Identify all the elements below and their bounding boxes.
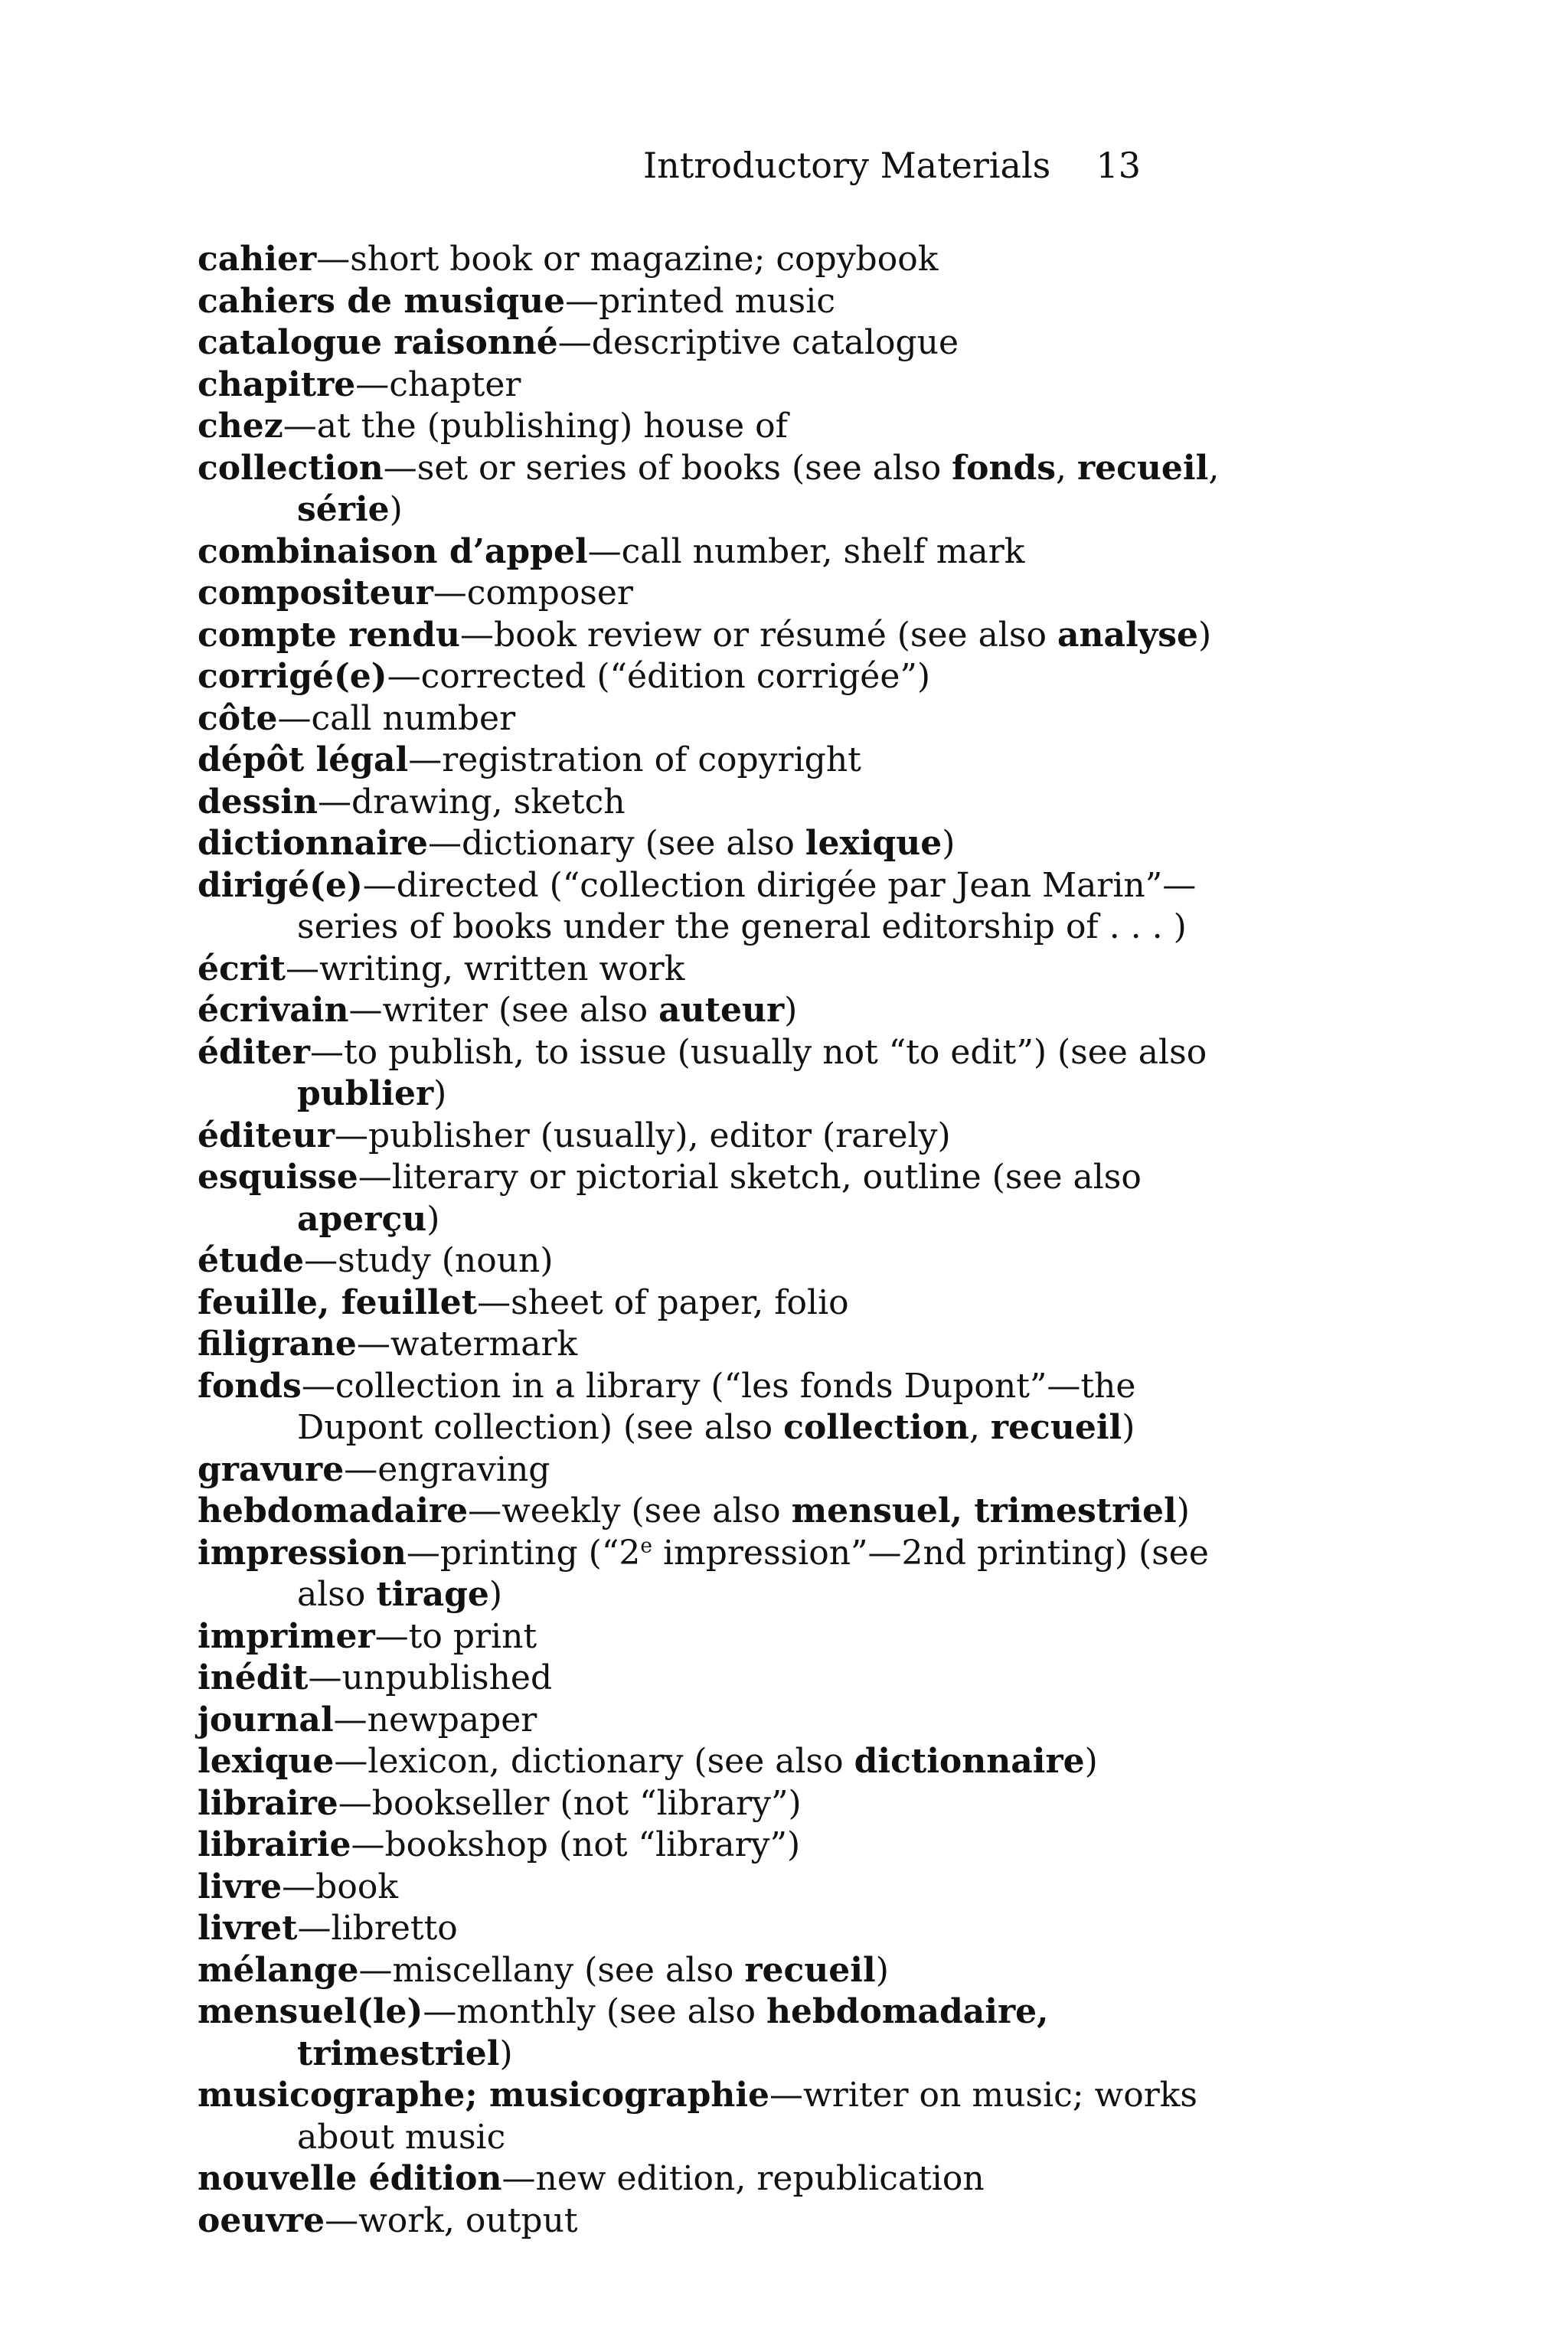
glossary-definition: impression”—2nd printing) (see also: [297, 1533, 1209, 1614]
glossary-entry: [198, 2200, 1269, 2243]
glossary-definition: —to print: [374, 1616, 537, 1656]
glossary-definition: ): [875, 1950, 889, 1990]
glossary-definition: —publisher (usually), editor (rarely): [334, 1116, 951, 1155]
glossary-term: analyse: [1057, 615, 1198, 655]
glossary-entry: [198, 406, 1269, 448]
glossary-term: impression: [198, 1533, 407, 1573]
glossary-definition: ): [433, 1074, 447, 1113]
glossary-term: catalogue raisonné: [198, 323, 558, 362]
glossary-entry: [198, 949, 1269, 991]
glossary-definition: —libretto: [297, 1909, 458, 1948]
glossary-term: fonds: [952, 448, 1056, 488]
glossary-term: recueil: [1076, 448, 1209, 488]
glossary-term: chapitre: [198, 364, 356, 404]
glossary-term: écrivain: [198, 991, 349, 1030]
glossary-definition: —short book or magazine; copybook: [316, 240, 939, 279]
glossary-term: tirage: [376, 1575, 489, 1614]
glossary-term: librairie: [198, 1825, 351, 1864]
glossary-definition: —composer: [433, 573, 633, 612]
glossary-term: inédit: [198, 1658, 309, 1697]
glossary-entry: [198, 531, 1269, 573]
glossary-definition: —drawing, sketch: [318, 782, 626, 822]
glossary-entry: [198, 1867, 1269, 1909]
glossary-term: aperçu: [297, 1199, 427, 1239]
glossary-entry: [198, 1533, 1269, 1616]
glossary-definition: —study (noun): [304, 1241, 554, 1280]
glossary-definition: ,: [969, 1408, 991, 1447]
glossary-entry: [198, 1032, 1269, 1116]
glossary-definition: —directed (“collection dirigée par Jean Marin”—series of books under the general editorship of . . . ): [297, 865, 1197, 946]
glossary-entry: [198, 2075, 1269, 2158]
glossary-entry: [198, 698, 1269, 740]
glossary-definition: ): [389, 490, 403, 529]
glossary-term: mensuel, trimestriel: [791, 1491, 1177, 1530]
glossary-definition: —call number, shelf mark: [587, 531, 1025, 571]
glossary-term: nouvelle édition: [198, 2159, 502, 2198]
glossary-entry: [198, 1991, 1269, 2075]
glossary-entry: [198, 239, 1269, 281]
glossary-term: livret: [198, 1909, 298, 1948]
glossary-definition: ): [1198, 615, 1212, 655]
glossary-definition: ): [942, 824, 956, 863]
glossary-term: filigrane: [198, 1325, 357, 1364]
running-header: [643, 142, 1141, 188]
glossary-definition: —to publish, to issue (usually not “to edit”) (see also: [309, 1032, 1207, 1072]
glossary-term: lexique: [805, 824, 942, 863]
running-title: Introductory Materials: [643, 145, 1051, 186]
glossary-term: côte: [198, 698, 278, 738]
glossary-entry: [198, 364, 1269, 407]
glossary-definition: —miscellany (see also: [358, 1950, 745, 1990]
glossary-term: hebdomadaire: [198, 1491, 469, 1530]
glossary-definition: —unpublished: [308, 1658, 553, 1697]
glossary-term: gravure: [198, 1449, 345, 1489]
glossary-entry: [198, 740, 1269, 782]
glossary-term: série: [297, 490, 390, 529]
glossary-definition: —registration of copyright: [408, 740, 861, 779]
glossary-term: collection: [783, 1408, 969, 1447]
glossary-definition: —book: [282, 1867, 398, 1906]
glossary-term: publier: [297, 1074, 434, 1113]
glossary-definition: —newpaper: [333, 1700, 537, 1740]
glossary-definition: —lexicon, dictionary (see also: [334, 1742, 854, 1781]
glossary-definition: ): [1122, 1408, 1135, 1447]
glossary-term: recueil: [744, 1950, 876, 1990]
glossary-term: lexique: [198, 1742, 335, 1781]
glossary-term: auteur: [658, 991, 785, 1030]
glossary-term: hebdomadaire, trimestriel: [297, 1992, 1049, 2073]
glossary-term: dictionnaire: [198, 824, 429, 863]
glossary-entry: [198, 1324, 1269, 1366]
glossary-term: combinaison d’appel: [198, 531, 588, 571]
glossary-entry: [198, 322, 1269, 364]
glossary-definition: —sheet of paper, folio: [477, 1282, 849, 1322]
glossary-definition: —descriptive catalogue: [557, 323, 959, 362]
glossary-term: musicographe; musicographie: [198, 2076, 770, 2115]
glossary-definition: —call number: [277, 698, 516, 738]
glossary-definition: —monthly (see also: [423, 1992, 767, 2031]
glossary-definition: —at the (publishing) house of: [283, 407, 788, 446]
glossary-entry: [198, 1908, 1269, 1950]
glossary-term: compte rendu: [198, 615, 461, 655]
glossary-definition: —book review or résumé (see also: [460, 615, 1057, 655]
glossary-entry: [198, 823, 1269, 865]
glossary-term: imprimer: [198, 1616, 375, 1656]
glossary-entry: [198, 448, 1269, 531]
glossary-entry: [198, 2158, 1269, 2200]
glossary-entry: [198, 1783, 1269, 1825]
page-number: 13: [1096, 145, 1141, 186]
glossary-term: étude: [198, 1241, 305, 1280]
glossary-definition: —set or series of books (see also: [383, 448, 952, 488]
glossary-term: esquisse: [198, 1158, 358, 1197]
glossary-entry: [198, 1366, 1269, 1449]
glossary-term: fonds: [198, 1366, 302, 1406]
glossary-term: dessin: [198, 782, 318, 822]
glossary-entry: [198, 656, 1269, 698]
superscript: e: [640, 1533, 652, 1557]
glossary-definition: ,: [1208, 448, 1220, 488]
glossary-entry: [198, 281, 1269, 323]
glossary-definition: —bookshop (not “library”): [351, 1825, 801, 1864]
glossary-entry: [198, 1950, 1269, 1992]
glossary-term: recueil: [990, 1408, 1122, 1447]
glossary-entry: [198, 1658, 1269, 1700]
glossary-entry: [198, 1741, 1269, 1783]
glossary-definition: —work, output: [325, 2200, 578, 2240]
glossary-definition: ): [488, 1575, 503, 1614]
glossary-term: livre: [198, 1867, 283, 1906]
glossary-entry: [198, 573, 1269, 615]
glossary-definition: —chapter: [355, 364, 521, 404]
glossary-term: dirigé(e): [198, 865, 363, 905]
glossary-definition: —printed music: [565, 281, 835, 321]
glossary-definition: —watermark: [356, 1325, 578, 1364]
glossary-term: mensuel(le): [198, 1992, 423, 2031]
glossary-definition: —writer (see also: [348, 991, 659, 1030]
glossary-definition: —new edition, republication: [501, 2159, 985, 2198]
glossary-definition: —bookseller (not “library”): [338, 1783, 802, 1823]
glossary-definition: —collection in a library (“les fonds Dupont”—the Dupont collection) (see also: [297, 1366, 1136, 1447]
glossary-definition: ): [784, 991, 798, 1030]
glossary-entry: [198, 1824, 1269, 1867]
glossary-term: éditer: [198, 1032, 310, 1072]
glossary-entry: [198, 1240, 1269, 1282]
glossary-entry: [198, 865, 1269, 949]
glossary-entry: [198, 1700, 1269, 1742]
glossary-term: feuille, feuillet: [198, 1282, 478, 1322]
glossary-term: écrit: [198, 949, 286, 988]
glossary-term: journal: [198, 1700, 334, 1740]
glossary-definition: —weekly (see also: [468, 1491, 792, 1530]
glossary-term: chez: [198, 407, 283, 446]
glossary-list: [198, 239, 1269, 2242]
glossary-term: libraire: [198, 1783, 338, 1823]
glossary-entry: [198, 1116, 1269, 1158]
glossary-entry: [198, 1616, 1269, 1658]
glossary-term: cahiers de musique: [198, 281, 566, 321]
glossary-entry: [198, 990, 1269, 1032]
glossary-definition: —corrected (“édition corrigée”): [387, 657, 931, 696]
glossary-term: compositeur: [198, 573, 433, 612]
glossary-definition: —engraving: [344, 1449, 550, 1489]
glossary-entry: [198, 1157, 1269, 1240]
glossary-definition: —dictionary (see also: [428, 824, 805, 863]
glossary-definition: —literary or pictorial sketch, outline (see also: [358, 1158, 1142, 1197]
glossary-term: éditeur: [198, 1116, 335, 1155]
glossary-term: cahier: [198, 240, 317, 279]
glossary-entry: [198, 615, 1269, 657]
glossary-entry: [198, 1282, 1269, 1325]
glossary-entry: [198, 782, 1269, 824]
glossary-term: corrigé(e): [198, 657, 387, 696]
glossary-term: dépôt légal: [198, 740, 409, 779]
glossary-term: mélange: [198, 1950, 359, 1990]
glossary-term: oeuvre: [198, 2200, 325, 2240]
glossary-definition: ): [1084, 1742, 1098, 1781]
glossary-definition: ,: [1055, 448, 1077, 488]
glossary-definition: ): [1176, 1491, 1190, 1530]
glossary-definition: —writing, written work: [286, 949, 685, 988]
glossary-term: collection: [198, 448, 384, 488]
glossary-definition: ): [426, 1199, 440, 1239]
glossary-term: dictionnaire: [854, 1742, 1085, 1781]
glossary-definition: —printing (“2: [406, 1533, 641, 1573]
glossary-definition: ): [499, 2034, 513, 2073]
glossary-entry: [198, 1491, 1269, 1533]
glossary-entry: [198, 1449, 1269, 1491]
glossary-definition: —writer on music; works about music: [297, 2076, 1197, 2157]
